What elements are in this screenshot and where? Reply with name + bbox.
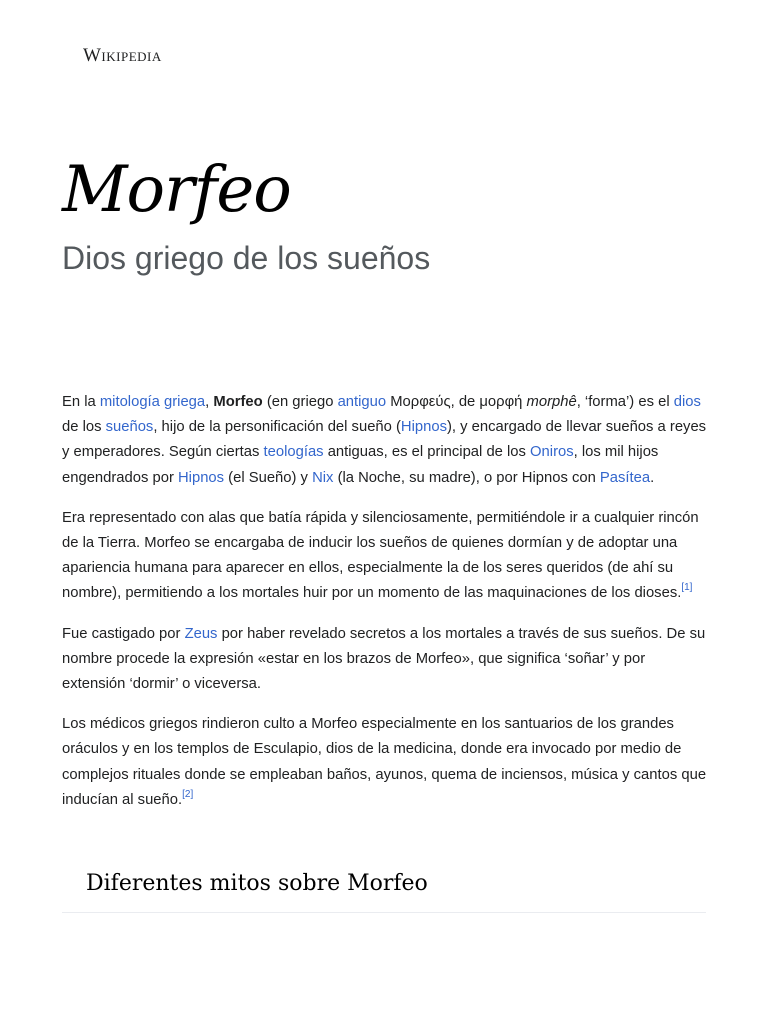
text-run: por haber revelado secretos a los mortales a través de sus sueños. De su nombre procede la expresión «estar en los brazos de Morfeo», que significa ‘soñar’ y por extensión ‘dormir’ o viceversa. [62, 625, 706, 693]
text-run: , ‘forma’) es el [576, 394, 674, 410]
link-oniros[interactable]: Oniros [530, 444, 574, 461]
paragraph-punishment [62, 622, 710, 698]
text-run: Fue castigado por [62, 625, 185, 642]
link-pasitea[interactable]: Pasítea [599, 469, 651, 486]
reference-1-link[interactable]: [1] [681, 582, 693, 594]
link-hipnos-2[interactable]: Hipnos [178, 469, 225, 486]
text-run: , los mil hijos engendrados por [62, 444, 659, 486]
section-divider [62, 912, 706, 913]
italic-morphe: morphê [526, 394, 577, 410]
link-dios[interactable]: dios [673, 394, 701, 410]
page-subtitle: Dios griego de los sueños [62, 240, 431, 276]
text-run: (en griego [262, 394, 338, 410]
text-run: En la [62, 394, 100, 410]
text-run: ), y encargado de llevar sueños a reyes y emperadores. Según ciertas [62, 419, 707, 461]
wikipedia-logo[interactable]: Wikipedia [83, 45, 162, 66]
text-run: Μορφεύς, de μορφή [386, 394, 527, 410]
text-run: Los médicos griegos rindieron culto a Morfeo especialmente en los santuarios de los grandes oráculos y en los templos de Esculapio, dios de la medicina, donde era invocado por medio de complejos rituales donde se empleaban baños, ayunos, quema de inciensos, música y cantos que inducían al sueño. [62, 716, 707, 808]
section-heading-mitos[interactable]: Diferentes mitos sobre Morfeo [86, 871, 428, 896]
text-run: Era representado con alas que batía rápida y silenciosamente, permitiéndole ir a cualquier rincón de la Tierra. Morfeo se encargaba de inducir los sueños de quienes dormían y de adoptar una apariencia humana para aparecer en ellos, especialmente la de los seres queridos (de ahí su nombre), permitiendo a los mortales huir por un momento de las maquinaciones de los dioses. [62, 509, 699, 602]
text-run: (el Sueño) y [224, 469, 313, 486]
link-teologias[interactable]: teologías [263, 444, 324, 461]
link-zeus[interactable]: Zeus [184, 625, 218, 642]
link-antiguo[interactable]: antiguo [337, 394, 387, 410]
text-run: , hijo de la personificación del sueño ( [153, 419, 401, 436]
bold-morfeo: Morfeo [213, 394, 263, 410]
link-nix[interactable]: Nix [312, 469, 334, 486]
paragraph-cult [62, 712, 710, 813]
text-run: . [650, 469, 655, 486]
paragraph-appearance [62, 506, 710, 607]
text-run: , [205, 394, 214, 410]
article-body [62, 390, 710, 828]
link-suenos[interactable]: sueños [105, 419, 154, 436]
paragraph-intro [62, 390, 710, 491]
reference-2-link[interactable]: [2] [182, 788, 194, 800]
link-hipnos[interactable]: Hipnos [400, 419, 447, 436]
text-run: antiguas, es el principal de los [323, 444, 531, 461]
link-mitologia-griega[interactable]: mitología griega [99, 394, 206, 410]
text-run: de los [62, 419, 106, 436]
page-title: Morfeo [62, 153, 291, 227]
text-run: (la Noche, su madre), o por Hipnos con [333, 469, 600, 486]
